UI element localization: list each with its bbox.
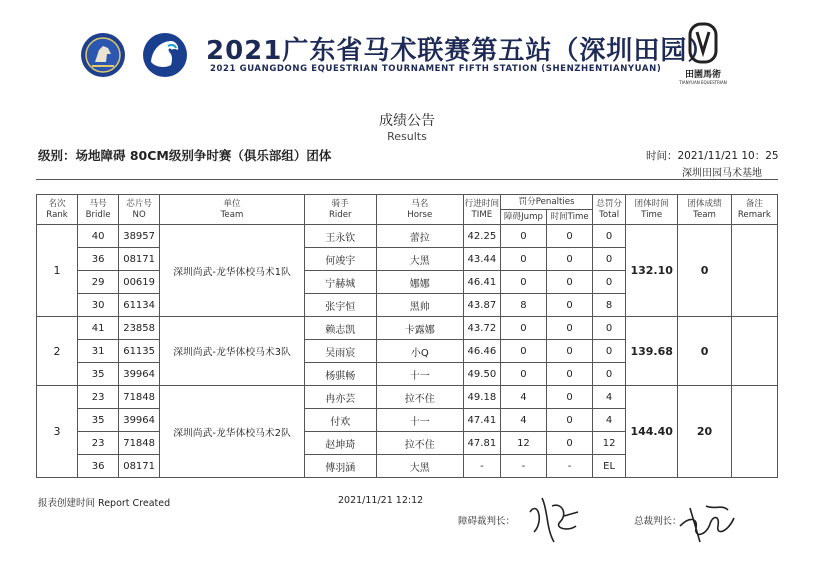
bridle-cell: 36 (78, 248, 119, 271)
time-cell: 49.18 (463, 386, 500, 409)
total-penalty-cell: 0 (593, 340, 626, 363)
horse-cell: 十一 (376, 409, 463, 432)
time-penalty-cell: 0 (547, 409, 593, 432)
bridle-cell: 29 (78, 271, 119, 294)
report-created-label: 报表创建时间 Report Created (38, 498, 171, 509)
chip-no-cell: 61134 (119, 294, 160, 317)
jump-penalty-cell: 0 (500, 363, 546, 386)
chip-no-cell: 39964 (119, 409, 160, 432)
rider-cell: 傅羽涵 (304, 455, 376, 478)
team-time-cell: 139.68 (626, 317, 678, 386)
chip-no-cell: 00619 (119, 271, 160, 294)
horse-cell: 大黑 (376, 455, 463, 478)
header-rule (36, 179, 778, 180)
total-penalty-cell: EL (593, 455, 626, 478)
col-jump: 障碍Jump (500, 210, 546, 225)
remark-cell (731, 225, 777, 317)
jump-penalty-cell: 0 (500, 248, 546, 271)
event-time: 时间：2021/11/21 10：25 (646, 150, 779, 162)
rider-cell: 付欢 (304, 409, 376, 432)
report-created-time: 2021/11/21 12:12 (338, 495, 424, 506)
col-no: 芯片号 NO (119, 195, 160, 225)
tianyuan-emblem-icon (686, 22, 720, 66)
jump-judge-label: 障碍裁判长： (458, 516, 516, 527)
jump-judge-signature (524, 492, 584, 554)
time-cell: 47.41 (463, 409, 500, 432)
jump-penalty-cell: 12 (500, 432, 546, 455)
time-penalty-cell: - (547, 455, 593, 478)
total-penalty-cell: 4 (593, 409, 626, 432)
total-penalty-cell: 12 (593, 432, 626, 455)
col-remark: 备注 Remark (731, 195, 777, 225)
jump-penalty-cell: - (500, 455, 546, 478)
horse-cell: 黑帅 (376, 294, 463, 317)
jump-penalty-cell: 8 (500, 294, 546, 317)
bridle-cell: 31 (78, 340, 119, 363)
total-penalty-cell: 8 (593, 294, 626, 317)
table-row (37, 317, 778, 340)
table-row (37, 386, 778, 409)
total-penalty-cell: 4 (593, 386, 626, 409)
chip-no-cell: 08171 (119, 248, 160, 271)
col-time-penalty: 时间Time (547, 210, 593, 225)
horse-head-logo (142, 32, 188, 78)
chip-no-cell: 71848 (119, 386, 160, 409)
jump-penalty-cell: 0 (500, 317, 546, 340)
tianyuan-logo-text: 田園馬術 (684, 70, 721, 80)
time-penalty-cell: 0 (547, 386, 593, 409)
jump-penalty-cell: 0 (500, 225, 546, 248)
time-cell: 43.72 (463, 317, 500, 340)
col-team-score: 团体成绩 Team (678, 195, 731, 225)
col-penalties: 罚分Penalties (500, 195, 592, 210)
bridle-cell: 30 (78, 294, 119, 317)
time-penalty-cell: 0 (547, 225, 593, 248)
team-score-cell: 0 (678, 225, 731, 317)
rider-cell: 赖志凯 (304, 317, 376, 340)
total-penalty-cell: 0 (593, 248, 626, 271)
horse-cell: 卡露娜 (376, 317, 463, 340)
jump-penalty-cell: 0 (500, 340, 546, 363)
tianyuan-logo (678, 22, 728, 92)
time-cell: 49.50 (463, 363, 500, 386)
event-title: 2021广东省马术联赛第五站（深圳田园） (206, 36, 715, 66)
col-team-time: 团体时间 Time (626, 195, 678, 225)
results-table (36, 194, 778, 478)
horse-cell: 小Q (376, 340, 463, 363)
chip-no-cell: 08171 (119, 455, 160, 478)
team-time-cell: 144.40 (626, 386, 678, 478)
time-cell: 46.46 (463, 340, 500, 363)
total-penalty-cell: 0 (593, 225, 626, 248)
rider-cell: 冉亦芸 (304, 386, 376, 409)
total-penalty-cell: 0 (593, 363, 626, 386)
remark-cell (731, 386, 777, 478)
rank-cell: 2 (37, 317, 78, 386)
rider-cell: 何竣宇 (304, 248, 376, 271)
remark-cell (731, 317, 777, 386)
time-cell: 46.41 (463, 271, 500, 294)
jump-penalty-cell: 4 (500, 386, 546, 409)
bridle-cell: 23 (78, 432, 119, 455)
team-time-cell: 132.10 (626, 225, 678, 317)
time-penalty-cell: 0 (547, 317, 593, 340)
chip-no-cell: 71848 (119, 432, 160, 455)
time-penalty-cell: 0 (547, 294, 593, 317)
rider-cell: 王永钦 (304, 225, 376, 248)
time-penalty-cell: 0 (547, 340, 593, 363)
class-label: 级别：场地障碍 80CM级别争时赛（俱乐部组）团体 (38, 148, 332, 163)
col-rank: 名次 Rank (37, 195, 78, 225)
col-time: 行进时间 TIME (463, 195, 500, 225)
jump-penalty-cell: 0 (500, 271, 546, 294)
rider-cell: 赵坤琦 (304, 432, 376, 455)
horse-cell: 大黑 (376, 248, 463, 271)
time-penalty-cell: 0 (547, 432, 593, 455)
total-penalty-cell: 0 (593, 317, 626, 340)
bridle-cell: 41 (78, 317, 119, 340)
rider-cell: 杨骐畅 (304, 363, 376, 386)
time-penalty-cell: 0 (547, 363, 593, 386)
time-cell: - (463, 455, 500, 478)
time-cell: 47.81 (463, 432, 500, 455)
col-total: 总罚分 Total (593, 195, 626, 225)
total-penalty-cell: 0 (593, 271, 626, 294)
team-cell: 深圳尚武-龙华体校马术1队 (160, 225, 305, 317)
chip-no-cell: 23858 (119, 317, 160, 340)
horse-cell: 娜娜 (376, 271, 463, 294)
bridle-cell: 23 (78, 386, 119, 409)
event-subtitle: 2021 GUANGDONG EQUESTRIAN TOURNAMENT FIFTH STATION (SHENZHENTIANYUAN) (210, 64, 662, 74)
chief-judge-signature (676, 496, 740, 550)
rider-cell: 张宇恒 (304, 294, 376, 317)
col-horse: 马名 Horse (376, 195, 463, 225)
team-score-cell: 0 (678, 317, 731, 386)
rank-cell: 1 (37, 225, 78, 317)
jump-penalty-cell: 4 (500, 409, 546, 432)
horse-cell: 拉不住 (376, 386, 463, 409)
team-score-cell: 20 (678, 386, 731, 478)
chief-judge-label: 总裁判长： (634, 516, 682, 527)
time-cell: 43.87 (463, 294, 500, 317)
table-row (37, 225, 778, 248)
tianyuan-logo-subtext: TIANYUAN EQUESTRIAN (679, 80, 727, 85)
time-penalty-cell: 0 (547, 248, 593, 271)
chip-no-cell: 39964 (119, 363, 160, 386)
chip-no-cell: 61135 (119, 340, 160, 363)
venue-label: 深圳田园马术基地 (682, 168, 762, 179)
time-penalty-cell: 0 (547, 271, 593, 294)
time-cell: 42.25 (463, 225, 500, 248)
horse-cell: 十一 (376, 363, 463, 386)
results-title-en: Results (387, 130, 427, 143)
rank-cell: 3 (37, 386, 78, 478)
chip-no-cell: 38957 (119, 225, 160, 248)
bridle-cell: 40 (78, 225, 119, 248)
col-rider: 骑手 Rider (304, 195, 376, 225)
horse-cell: 蕾拉 (376, 225, 463, 248)
team-cell: 深圳尚武-龙华体校马术3队 (160, 317, 305, 386)
bridle-cell: 36 (78, 455, 119, 478)
bridle-cell: 35 (78, 409, 119, 432)
bridle-cell: 35 (78, 363, 119, 386)
col-team: 单位 Team (160, 195, 305, 225)
results-title-cn: 成绩公告 (379, 113, 435, 129)
rider-cell: 宁赫城 (304, 271, 376, 294)
federation-logo (80, 32, 126, 78)
rider-cell: 吴雨宸 (304, 340, 376, 363)
horse-cell: 拉不住 (376, 432, 463, 455)
team-cell: 深圳尚武-龙华体校马术2队 (160, 386, 305, 478)
time-cell: 43.44 (463, 248, 500, 271)
col-bridle: 马号 Bridle (78, 195, 119, 225)
